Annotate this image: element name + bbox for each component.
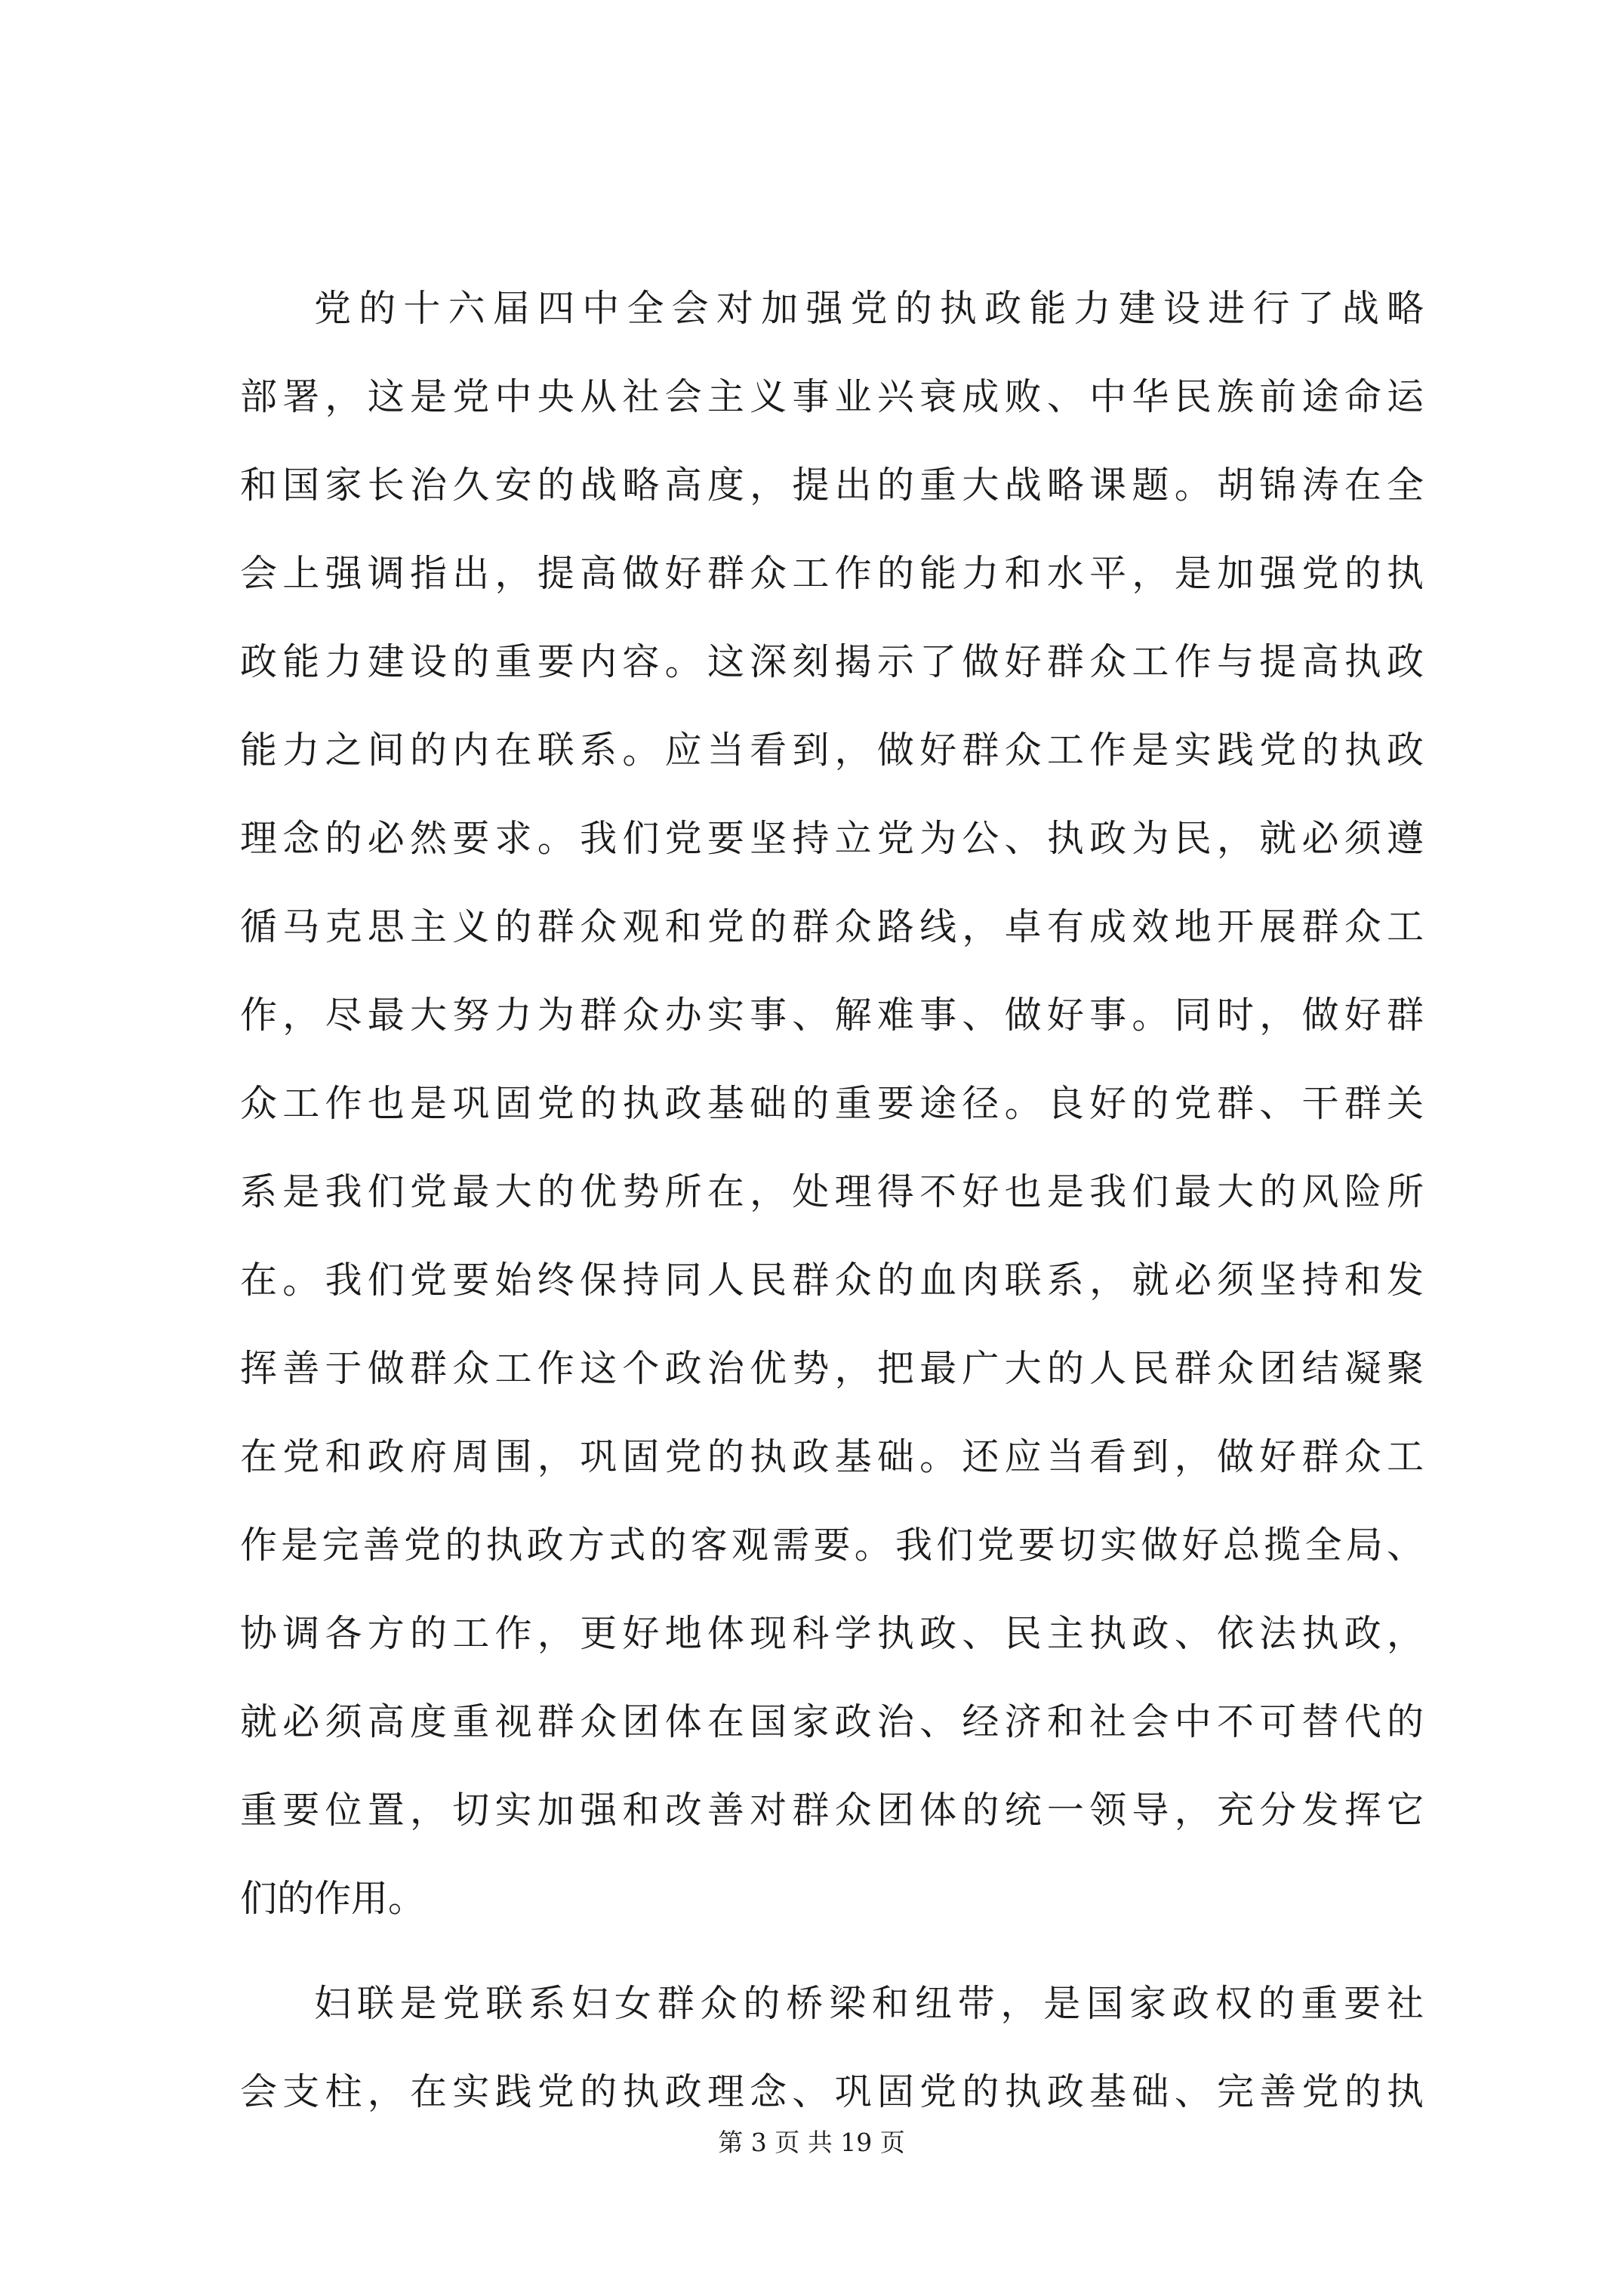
paragraph-line: 理念的必然要求。我们党要坚持立党为公、执政为民，就必须遵 [240,817,1424,860]
paragraph-line: 们的作用。 [240,1877,426,1920]
paragraph-line: 循马克思主义的群众观和党的群众路线，卓有成效地开展群众工 [240,905,1424,948]
paragraph-line: 和国家长治久安的战略高度，提出的重大战略课题。胡锦涛在全 [240,464,1424,507]
paragraph-spacer [240,1943,1424,1959]
paragraph-line: 就必须高度重视群众团体在国家政治、经济和社会中不可替代的 [240,1700,1424,1743]
paragraph-line: 部署，这是党中央从社会主义事业兴衰成败、中华民族前途命运 [240,375,1424,418]
body-text [240,264,1424,2136]
paragraph-line: 系是我们党最大的优势所在，处理得不好也是我们最大的风险所 [240,1170,1424,1213]
paragraph-line: 重要位置，切实加强和改善对群众团体的统一领导，充分发挥它 [240,1789,1424,1832]
page-footer: 第 3 页 共 19 页 [718,2128,905,2157]
paragraph-line: 众工作也是巩固党的执政基础的重要途径。良好的党群、干群关 [240,1082,1424,1125]
paragraph-line: 党的十六届四中全会对加强党的执政能力建设进行了战略 [314,287,1424,330]
paragraph-line: 会上强调指出，提高做好群众工作的能力和水平，是加强党的执 [240,552,1424,595]
paragraph-line: 妇联是党联系妇女群众的桥梁和纽带，是国家政权的重要社 [314,1982,1424,2025]
paragraph-line: 作是完善党的执政方式的客观需要。我们党要切实做好总揽全局、 [240,1524,1424,1567]
paragraph-line: 在。我们党要始终保持同人民群众的血肉联系，就必须坚持和发 [240,1259,1424,1302]
paragraph-line: 在党和政府周围，巩固党的执政基础。还应当看到，做好群众工 [240,1435,1424,1478]
paragraph-line: 挥善于做群众工作这个政治优势，把最广大的人民群众团结凝聚 [240,1347,1424,1390]
paragraph-line: 能力之间的内在联系。应当看到，做好群众工作是实践党的执政 [240,729,1424,772]
paragraph-line: 会支柱，在实践党的执政理念、巩固党的执政基础、完善党的执 [240,2070,1424,2113]
paragraph-line: 作，尽最大努力为群众办实事、解难事、做好事。同时，做好群 [240,994,1424,1037]
paragraph-line: 政能力建设的重要内容。这深刻揭示了做好群众工作与提高执政 [240,640,1424,683]
paragraph-line: 协调各方的工作，更好地体现科学执政、民主执政、依法执政， [240,1612,1424,1655]
